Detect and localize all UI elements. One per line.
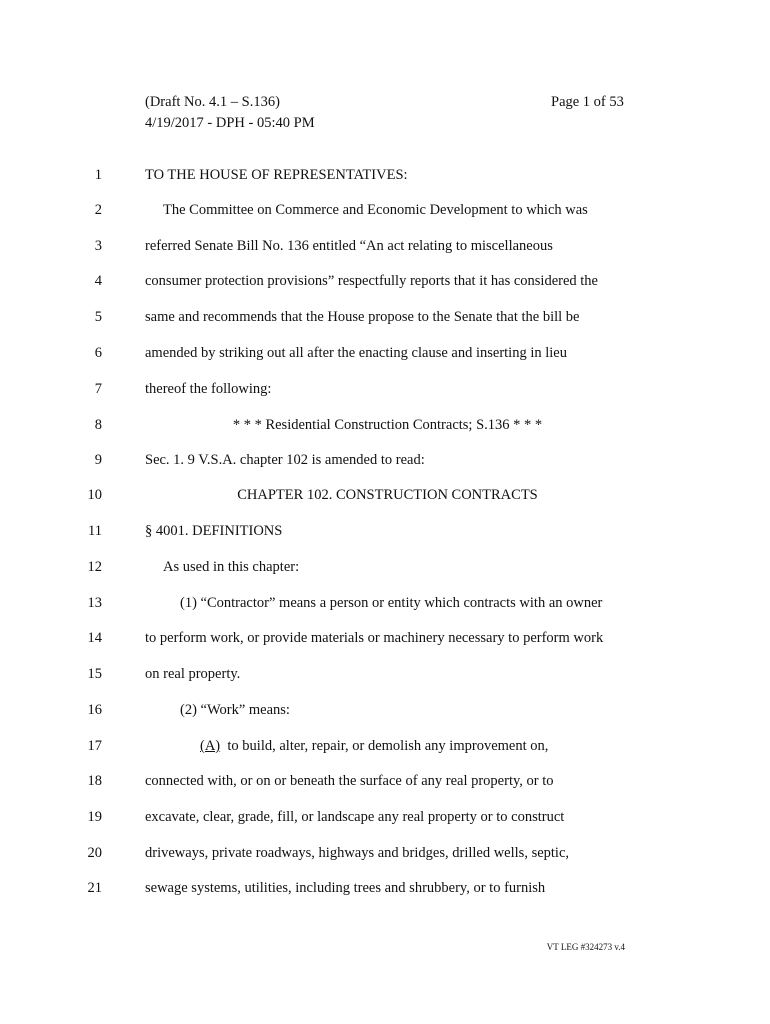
line-text: thereof the following: <box>145 381 272 397</box>
numbered-line-6 <box>0 344 770 380</box>
numbered-line-15 <box>0 665 770 701</box>
line-text: to perform work, or provide materials or machinery necessary to perform work <box>145 630 604 646</box>
numbered-line-11 <box>0 522 770 558</box>
numbered-line-3 <box>0 237 770 273</box>
line-text: amended by striking out all after the enacting clause and inserting in lieu <box>145 345 567 361</box>
numbered-line-16 <box>0 701 770 737</box>
line-text: (1) “Contractor” means a person or entity which contracts with an owner <box>180 595 603 611</box>
line-text: TO THE HOUSE OF REPRESENTATIVES: <box>145 167 408 183</box>
numbered-line-12 <box>0 558 770 594</box>
line-number: 6 <box>94 345 102 361</box>
document-footer-id: VT LEG #324273 v.4 <box>546 942 625 952</box>
numbered-line-13 <box>0 594 770 630</box>
line-number: 2 <box>94 202 102 218</box>
line-text: driveways, private roadways, highways and bridges, drilled wells, septic, <box>145 845 570 861</box>
line-text: referred Senate Bill No. 136 entitled “An act relating to miscellaneous <box>145 238 553 254</box>
line-number: 21 <box>87 880 102 896</box>
underlined-insertion-marker: (A) <box>200 738 221 754</box>
numbered-line-14 <box>0 629 770 665</box>
line-text: (2) “Work” means: <box>180 702 290 718</box>
line-text: consumer protection provisions” respectfully reports that it has considered the <box>145 273 598 289</box>
line-text: same and recommends that the House propose to the Senate that the bill be <box>145 309 580 325</box>
line-number: 17 <box>87 738 102 754</box>
line-number: 8 <box>94 417 102 433</box>
numbered-line-17 <box>0 737 770 773</box>
line-number: 5 <box>94 309 102 325</box>
line-number: 11 <box>88 523 102 539</box>
line-number: 4 <box>94 273 102 289</box>
line-number: 15 <box>87 666 102 682</box>
numbered-line-2 <box>0 201 770 237</box>
line-number: 13 <box>87 595 102 611</box>
numbered-line-9 <box>0 451 770 487</box>
line-text: connected with, or on or beneath the surface of any real property, or to <box>145 773 554 789</box>
header-left <box>145 93 315 135</box>
numbered-line-18 <box>0 772 770 808</box>
line-text: As used in this chapter: <box>163 559 300 575</box>
line-text: Sec. 1. 9 V.S.A. chapter 102 is amended to read: <box>145 452 425 468</box>
line-number: 18 <box>87 773 102 789</box>
numbered-line-7 <box>0 380 770 416</box>
numbered-line-8 <box>0 416 770 452</box>
line-number: 12 <box>87 559 102 575</box>
line-text: excavate, clear, grade, fill, or landscape any real property or to construct <box>145 809 565 825</box>
section-heading: § 4001. DEFINITIONS <box>145 523 283 539</box>
numbered-line-5 <box>0 308 770 344</box>
page-indicator: Page 1 of 53 <box>551 94 624 110</box>
section-divider-heading: * * * Residential Construction Contracts; S.136 * * * <box>232 417 543 433</box>
line-number: 16 <box>87 702 102 718</box>
line-number: 9 <box>94 452 102 468</box>
line-number: 19 <box>87 809 102 825</box>
line-number: 20 <box>87 845 102 861</box>
numbered-line-19 <box>0 808 770 844</box>
chapter-heading: CHAPTER 102. CONSTRUCTION CONTRACTS <box>237 487 538 503</box>
numbered-line-20 <box>0 844 770 880</box>
numbered-line-4 <box>0 272 770 308</box>
line-number: 1 <box>94 167 102 183</box>
draft-label: (Draft No. 4.1 – S.136) <box>145 94 280 110</box>
line-text: The Committee on Commerce and Economic Development to which was <box>163 202 588 218</box>
numbered-line-10 <box>0 486 770 522</box>
line-number: 7 <box>94 381 102 397</box>
numbered-line-1 <box>0 166 770 202</box>
line-text-rest: to build, alter, repair, or demolish any improvement on, <box>220 738 549 754</box>
line-number: 3 <box>94 238 102 254</box>
numbered-line-21 <box>0 879 770 915</box>
line-text <box>145 737 685 755</box>
line-number: 10 <box>87 487 102 503</box>
line-number: 14 <box>87 630 102 646</box>
draft-datetime: 4/19/2017 - DPH - 05:40 PM <box>145 115 315 131</box>
line-text: sewage systems, utilities, including trees and shrubbery, or to furnish <box>145 880 546 896</box>
line-text: on real property. <box>145 666 241 682</box>
